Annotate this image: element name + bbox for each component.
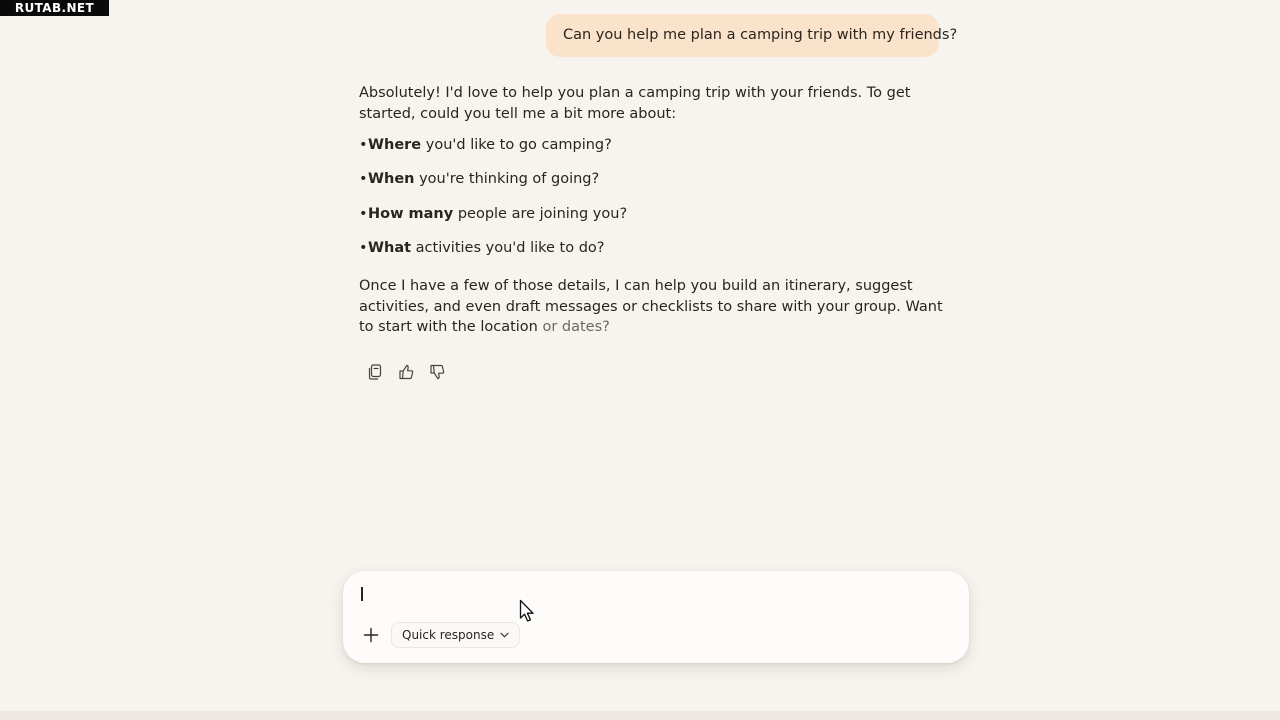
user-message-bubble bbox=[546, 14, 958, 57]
list-item bbox=[368, 169, 599, 190]
copy-icon bbox=[368, 364, 382, 380]
like-button[interactable] bbox=[395, 361, 417, 383]
message-input[interactable] bbox=[358, 583, 948, 605]
message-composer bbox=[343, 571, 969, 663]
plus-icon bbox=[363, 627, 379, 643]
copy-button[interactable] bbox=[364, 361, 386, 383]
thumbs-down-icon bbox=[429, 364, 445, 380]
list-item-text: you'd like to go camping? bbox=[421, 137, 612, 153]
list-item bbox=[368, 204, 627, 225]
list-item-text: activities you'd like to do? bbox=[411, 240, 605, 256]
text-caret bbox=[361, 587, 363, 601]
response-outro-faded-text: or dates? bbox=[542, 319, 610, 335]
user-message-text: Can you help me plan a camping trip with my friends? bbox=[563, 27, 958, 43]
bottom-divider bbox=[0, 711, 1280, 720]
chevron-down-icon bbox=[500, 632, 509, 638]
response-intro: Absolutely! I'd love to help you plan a camping trip with your friends. To get started, could you tell me a bit more about: bbox=[359, 85, 911, 122]
list-item bbox=[368, 238, 604, 259]
list-item-keyword: Where bbox=[368, 137, 422, 153]
list-item-keyword: What bbox=[368, 240, 412, 256]
response-outro bbox=[359, 276, 949, 338]
response-mode-label: Quick response bbox=[402, 628, 495, 642]
list-item-text: you're thinking of going? bbox=[414, 171, 600, 187]
list-item-keyword: When bbox=[368, 171, 415, 187]
mouse-cursor-icon bbox=[519, 599, 537, 623]
thumbs-up-icon bbox=[398, 364, 414, 380]
watermark-logo: RUTAB.NET bbox=[0, 0, 109, 16]
list-item bbox=[368, 135, 612, 156]
response-mode-dropdown[interactable] bbox=[391, 622, 520, 648]
dislike-button[interactable] bbox=[426, 361, 448, 383]
response-outro-text: Once I have a few of those details, I can help you build an itinerary, suggest activities, and even draft messages or checklists to share with your group. Want to start with the location bbox=[359, 278, 943, 335]
add-attachment-button[interactable] bbox=[360, 624, 382, 646]
list-item-keyword: How many bbox=[368, 206, 454, 222]
list-item-text: people are joining you? bbox=[453, 206, 628, 222]
